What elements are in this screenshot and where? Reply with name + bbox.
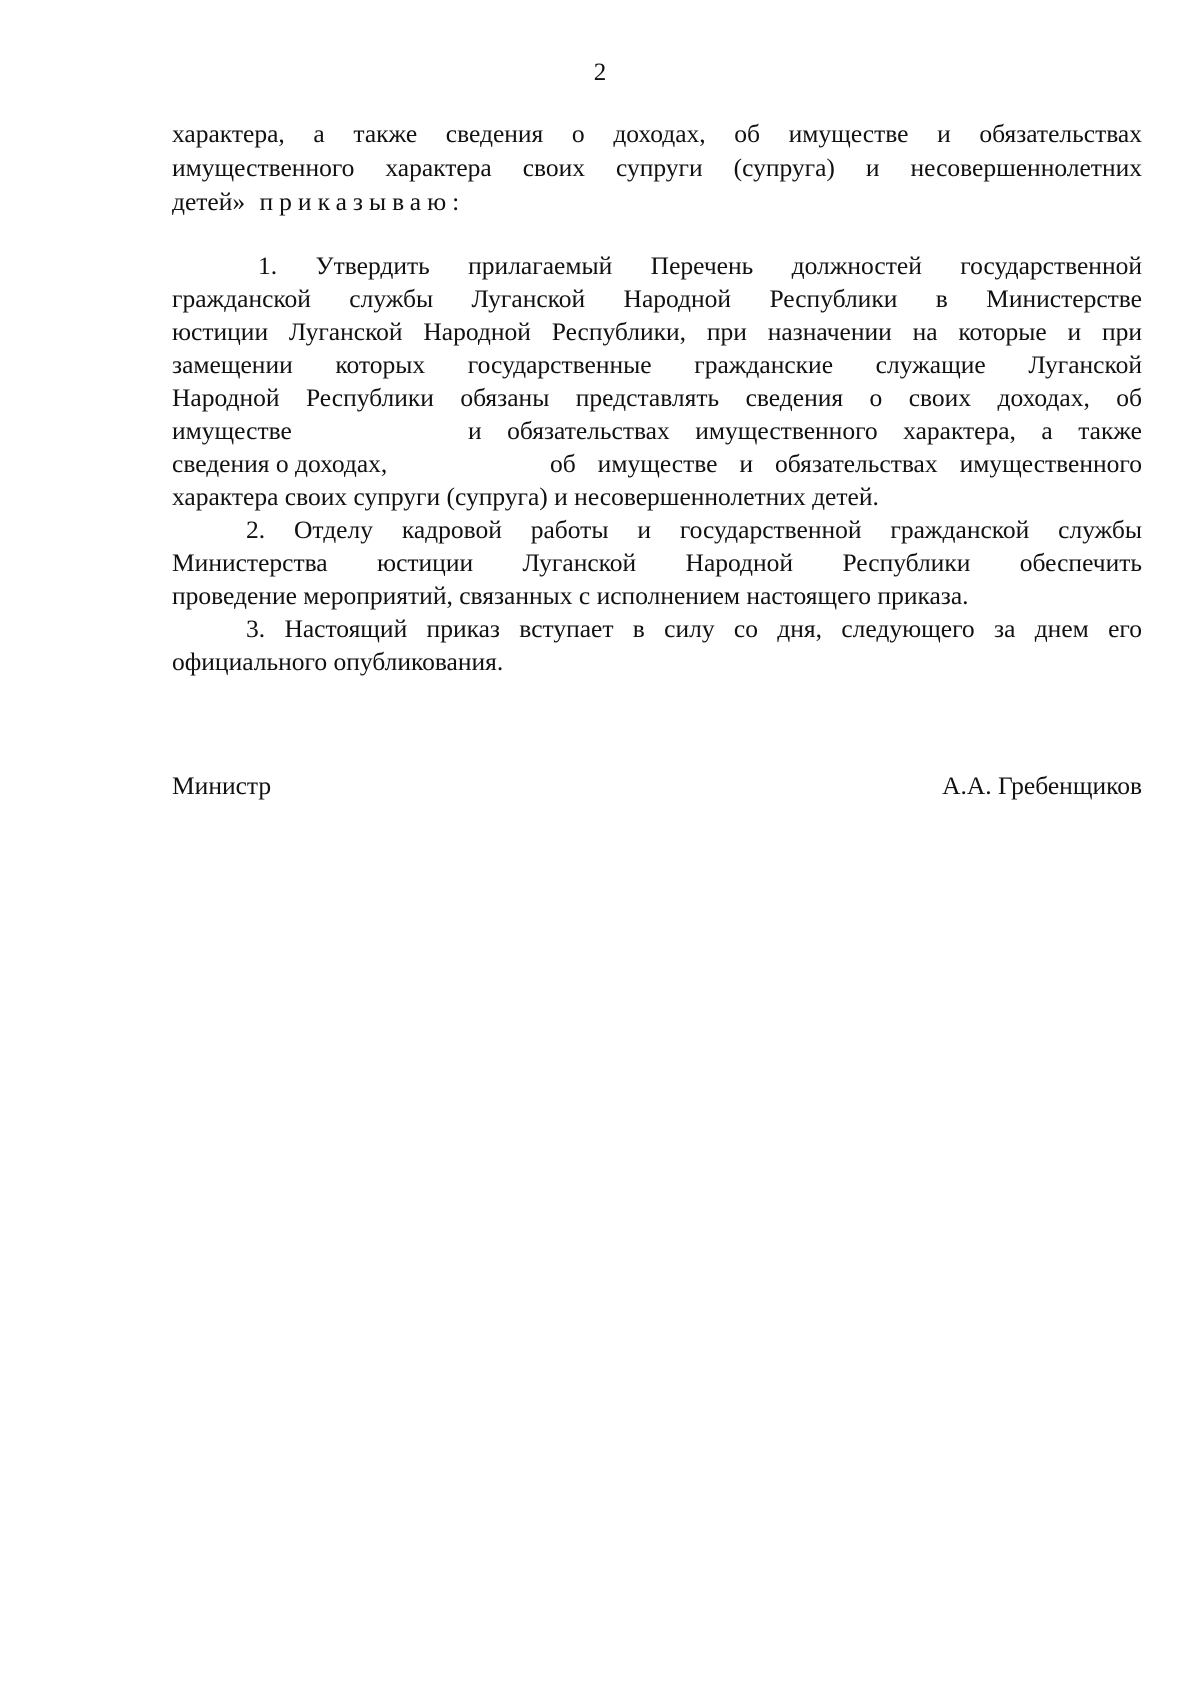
intro-line-3 [172, 186, 1142, 218]
item1-line-2: гражданской службы Луганской Народной Республики в Министерстве [172, 284, 1142, 313]
item1-line-4: замещении которых государственные гражданские служащие Луганской [172, 350, 1142, 379]
item1-line-7-a: сведения о доходах, [172, 449, 388, 478]
item1-line-1: 1. Утвердить прилагаемый Перечень должностей государственной [258, 251, 1142, 280]
intro-line-2: имущественного характера своих супруги (супруга) и несовершеннолетних [172, 153, 1142, 182]
intro-line-1: характера, а также сведения о доходах, об имуществе и обязательствах [172, 119, 1142, 148]
intro-detey: детей» [172, 187, 246, 216]
item2-line-3: проведение мероприятий, связанных с исполнением настоящего приказа. [172, 581, 969, 610]
item1-line-7-b: об имуществе и обязательствах имущественного [550, 449, 1142, 478]
item2-line-2: Министерства юстиции Луганской Народной Республики обеспечить [172, 548, 1142, 577]
signature-name: А.А. Гребенщиков [942, 771, 1142, 800]
order-word: приказываю: [259, 187, 466, 216]
item1-line-7 [172, 448, 1142, 480]
item3-line-1: 3. Настоящий приказ вступает в силу со дня, следующего за днем его [246, 614, 1142, 643]
item1-line-6 [172, 415, 1142, 447]
item1-line-6-b: и обязательствах имущественного характера, а также [468, 416, 1142, 445]
item3-line-2: официального опубликования. [172, 647, 504, 676]
page-number: 2 [593, 59, 607, 86]
item1-line-8: характера своих супруги (супруга) и несовершеннолетних детей. [172, 482, 879, 511]
item1-line-6-a: имуществе [172, 416, 292, 445]
item2-line-1: 2. Отделу кадровой работы и государственной гражданской службы [246, 515, 1142, 544]
item1-line-5: Народной Республики обязаны представлять сведения о своих доходах, об [172, 383, 1142, 412]
signature-title: Министр [172, 771, 272, 800]
item1-line-3: юстиции Луганской Народной Республики, при назначении на которые и при [172, 317, 1142, 346]
